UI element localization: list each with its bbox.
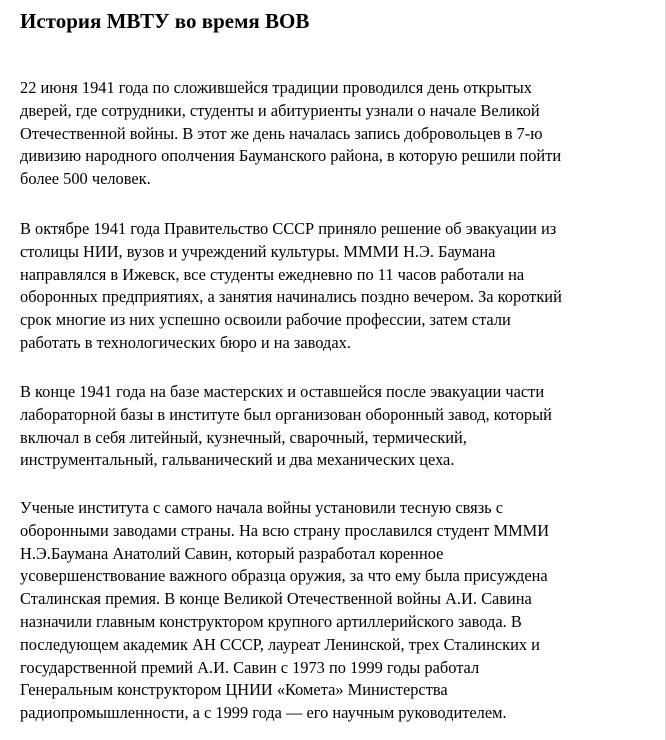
text-line: последующем академик АН СССР, лауреат Ленинской, трех Сталинских и [20,634,540,654]
text-line: инструментальный, гальванический и два механических цеха. [20,450,455,470]
text-line: В конце 1941 года на базе мастерских и оставшейся после эвакуации части [20,382,545,401]
text-line: назначили главным конструктором крупного артиллерийского завода. В [20,611,522,631]
text-line: оборонными заводами страны. На всю страну прославился студент МММИ [20,520,550,540]
text-line: дивизию народного ополчения Бауманского района, в которую решили пойти [20,146,562,166]
text-line: направлялся в Ижевск, все студенты ежедневно по 11 часов работали на [20,264,525,284]
paragraph-evacuation [20,218,656,355]
text-line: Сталинская премия. В конце Великой Отечественной войны А.И. Савина [20,589,532,609]
text-line: оборонных предприятиях, а занятия начинались поздно вечером. За короткий [20,287,562,307]
text-line: более 500 человек. [20,169,151,189]
text-line: государственной премий А.И. Савин с 1973 по 1999 годы работал [20,657,480,677]
paragraph-savin [20,497,656,725]
paragraph-start-of-war [20,77,656,191]
text-line: включал в себя литейный, кузнечный, сварочный, термический, [20,427,467,447]
text-line: дверей, где сотрудники, студенты и абитуриенты узнали о начале Великой [20,100,540,120]
text-line: срок многие из них успешно освоили рабочие профессии, затем стали [20,310,511,330]
text-line: работать в технологических бюро и на заводах. [20,332,351,352]
text-line: Отечественной войны. В этот же день началась запись добровольцев в 7-ю [20,123,543,143]
paragraph-defense-plant [20,381,656,472]
text-line: Генеральным конструктором ЦНИИ «Комета» Министерства [20,680,448,700]
text-line: В октябре 1941 года Правительство СССР приняло решение об эвакуации из [20,219,557,238]
text-line: Ученые института с самого начала войны установили тесную связь с [20,498,504,517]
article-title: История МВТУ во время ВОВ [20,9,310,33]
text-line: 22 июня 1941 года по сложившейся традиции проводился день открытых [20,78,532,97]
text-line: лабораторной базы в институте был организован оборонный завод, который [20,404,552,424]
text-line: усовершенствование важного образца оружия, за что ему была присуждена [20,566,548,586]
text-line: радиопромышленности, а с 1999 года — его научным руководителем. [20,703,507,723]
text-line: Н.Э.Баумана Анатолий Савин, который разработал коренное [20,543,444,563]
text-line: столицы НИИ, вузов и учреждений культуры. МММИ Н.Э. Баумана [20,241,496,261]
